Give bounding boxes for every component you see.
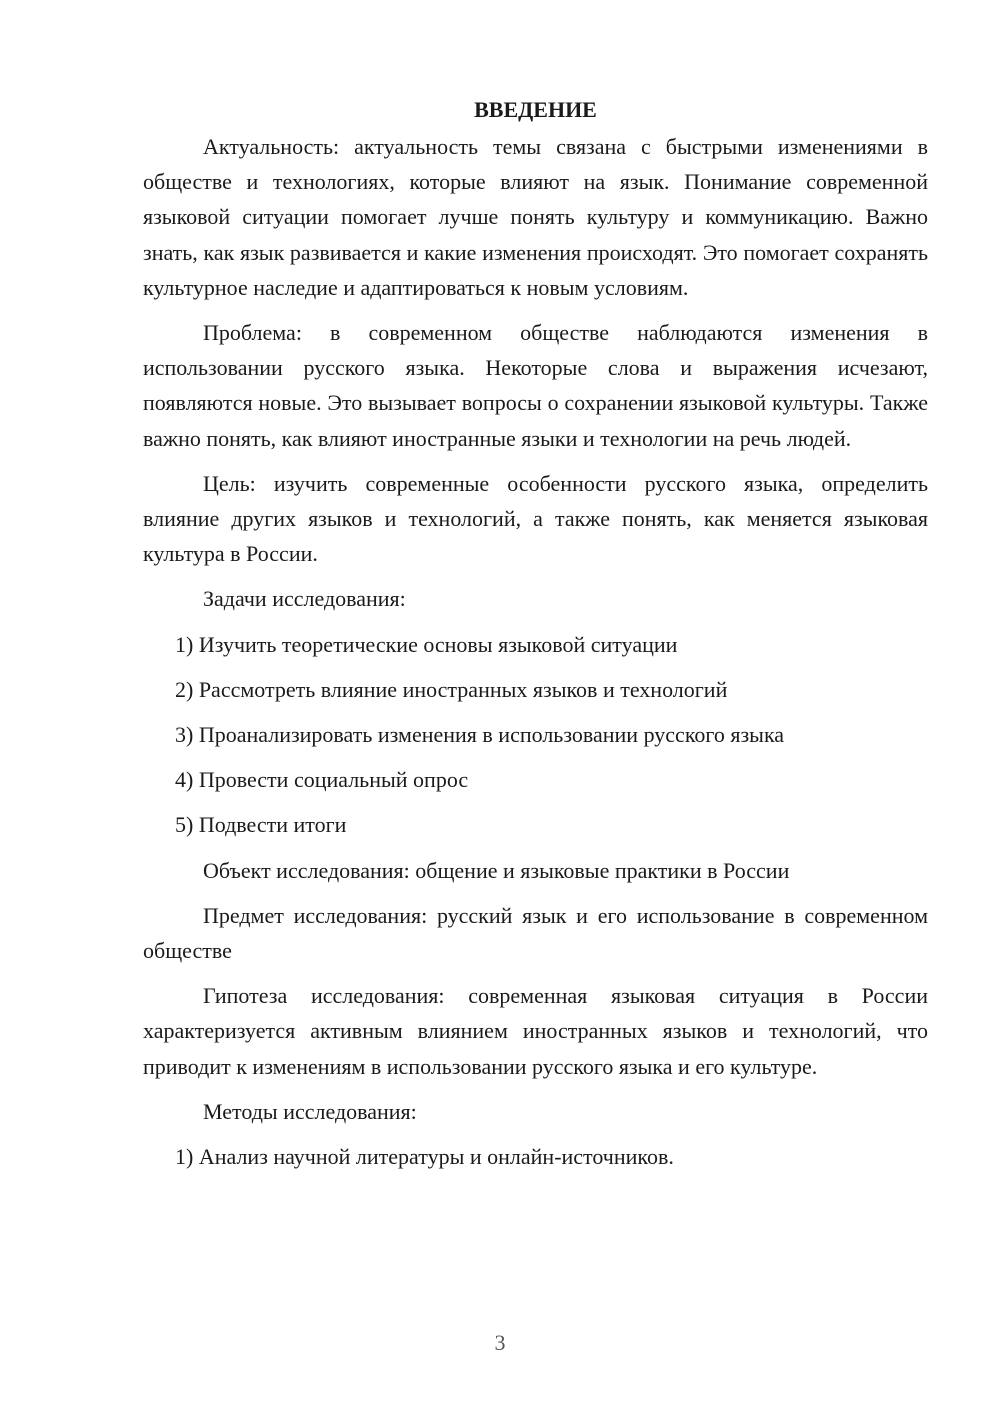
subject-paragraph: Предмет исследования: русский язык и его использование в современном обществе <box>143 902 928 964</box>
method-item: 1) Анализ научной литературы и онлайн-источников. <box>175 1144 674 1170</box>
task-item: 5) Подвести итоги <box>175 812 347 838</box>
task-item: 1) Изучить теоретические основы языковой ситуации <box>175 631 678 657</box>
relevance-paragraph: Актуальность: актуальность темы связана с быстрыми изменениями в обществе и технологиях, которые влияют на язык. Понимание современной языковой ситуации помогает лучше понять культуру и коммуникацию. Важно знать, как язык развивается и какие изменения происходят. Это помогает сохранять культурное наследие и адаптироваться к новым условиям. <box>143 134 928 300</box>
goal-paragraph: Цель: изучить современные особенности русского языка, определить влияние других языков и технологий, а также понять, как меняется языковая культура в России. <box>143 470 928 567</box>
problem-paragraph: Проблема: в современном обществе наблюдаются изменения в использовании русского языка. Некоторые слова и выражения исчезают, появляются новые. Это вызывает вопросы о сохранении языковой культуры. Также важно понять, как влияют иностранные языки и технологии на речь людей. <box>143 320 928 451</box>
document-page <box>143 92 928 1184</box>
task-item: 2) Рассмотреть влияние иностранных языков и технологий <box>175 676 728 702</box>
tasks-heading: Задачи исследования: <box>203 586 406 612</box>
page-title: ВВЕДЕНИЕ <box>474 97 597 122</box>
object-paragraph: Объект исследования: общение и языковые практики в России <box>203 857 790 883</box>
methods-heading: Методы исследования: <box>203 1098 417 1124</box>
hypothesis-paragraph: Гипотеза исследования: современная языковая ситуация в России характеризуется активным влиянием иностранных языков и технологий, что приводит к изменениям в использовании русского языка и его культуре. <box>143 983 928 1079</box>
task-item: 4) Провести социальный опрос <box>175 767 469 793</box>
task-item: 3) Проанализировать изменения в использовании русского языка <box>175 722 785 748</box>
page-number: 3 <box>494 1330 506 1355</box>
